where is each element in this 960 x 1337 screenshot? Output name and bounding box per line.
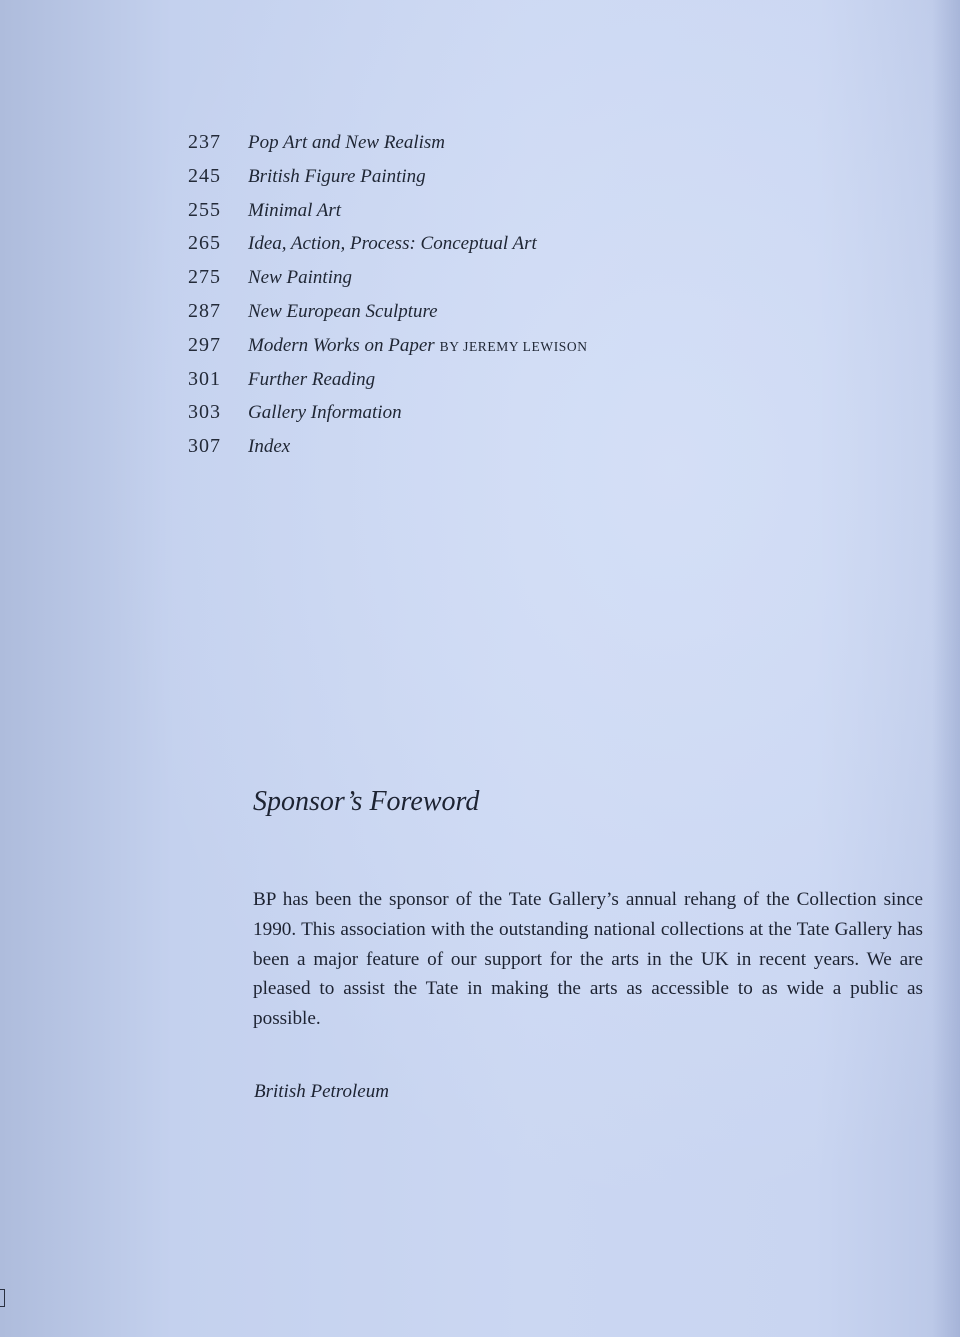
toc-entry — [188, 160, 708, 194]
toc-title: Minimal Art — [248, 199, 342, 221]
toc-page-number: 245 — [188, 164, 221, 187]
page-edge-bracket — [0, 1289, 5, 1307]
toc-entry — [188, 295, 708, 329]
table-of-contents — [188, 126, 708, 464]
foreword-signature: British Petroleum — [254, 1081, 389, 1102]
foreword-body: BP has been the sponsor of the Tate Gallery’s annual rehang of the Collection since 1990. This association with the outstanding national collections at the Tate Gallery has been a major feature of our support for the arts in the UK in recent years. We are pleased to assist the Tate in making the arts as accessible to as wide a public as possible. — [253, 889, 923, 1030]
toc-title: Idea, Action, Process: Conceptual Art — [248, 233, 537, 255]
toc-page-number: 297 — [188, 333, 221, 356]
toc-entry — [188, 126, 708, 160]
toc-page-number: 265 — [188, 232, 221, 255]
toc-entry — [188, 430, 708, 464]
toc-title: Index — [248, 436, 291, 458]
toc-title: Gallery Information — [248, 402, 402, 424]
toc-entry — [188, 329, 708, 363]
toc-entry — [188, 396, 708, 430]
toc-page-number: 287 — [188, 299, 221, 322]
toc-title: Further Reading — [248, 368, 376, 390]
toc-author: BY JEREMY LEWISON — [439, 338, 588, 354]
toc-title: New European Sculpture — [248, 300, 438, 322]
toc-title: British Figure Painting — [248, 165, 426, 187]
toc-page-number: 275 — [188, 266, 221, 289]
toc-entry — [188, 227, 708, 261]
toc-title: Pop Art and New Realism — [248, 132, 446, 153]
toc-page-number: 307 — [188, 435, 221, 458]
toc-entry — [188, 363, 708, 397]
toc-page-number: 303 — [188, 401, 221, 424]
toc-entry — [188, 194, 708, 228]
toc-page-number: 301 — [188, 367, 221, 390]
toc-entry — [188, 261, 708, 295]
foreword-heading: Sponsor’s Foreword — [253, 786, 480, 817]
toc-title: New Painting — [248, 267, 352, 289]
toc-page-number: 237 — [188, 131, 221, 153]
toc-title: Modern Works on Paper — [248, 334, 435, 356]
toc-page-number: 255 — [188, 198, 221, 221]
